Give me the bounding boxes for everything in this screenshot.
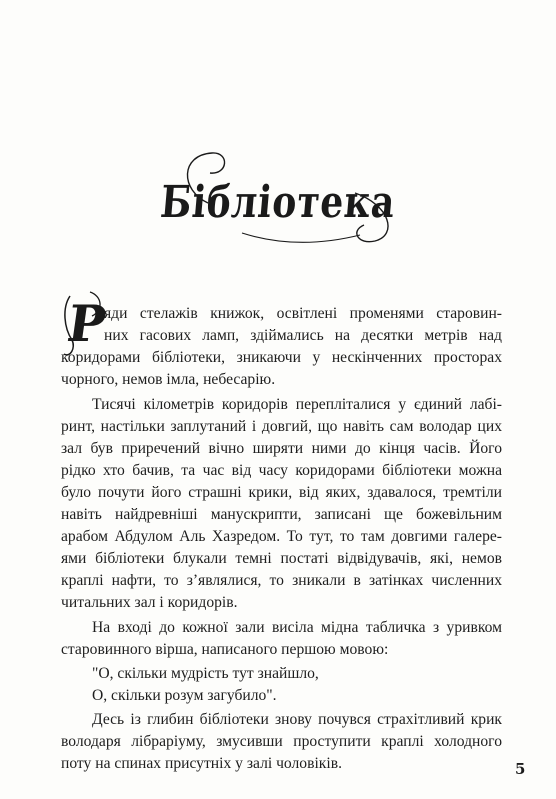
text-line: арабом Абдулом Аль Хазредом. То тут, то там довгими галере- <box>61 528 502 545</box>
text-line: Тисячі кілометрів коридорів перепліталися у єдиний лабі- <box>92 396 502 413</box>
text-line: рідко хто бачив, та час від часу коридорами бібліотеки можна <box>61 462 502 479</box>
text-line: коридорами бібліотеки, зникаючи у нескінченних просторах <box>61 349 502 366</box>
verse-line: "О, скільки мудрість тут знайшло, <box>92 665 319 682</box>
page-number: 5 <box>515 760 526 778</box>
text-line: На вході до кожної зали висіла мідна табличка з уривком <box>92 619 502 636</box>
text-line: володаря лібраріуму, змусивши проступити краплі холодного <box>61 733 502 750</box>
text-line: навіть найдревніші манускрипти, записані ще божевільним <box>61 506 502 523</box>
verse-line: О, скільки розум загубило". <box>92 687 277 704</box>
text-line: них гасових ламп, здіймались на десятки метрів над <box>104 327 502 344</box>
text-line: поту на спинах присутніх у залі чоловіків. <box>61 755 342 772</box>
text-line: старовинного вірша, написаного першою мовою: <box>61 641 389 658</box>
chapter-title <box>0 145 556 255</box>
text-line: ринт, настільки заплутаний і довгий, що навіть сам володар цих <box>61 418 502 435</box>
text-line: Десь із глибин бібліотеки знову почувся страхітливий крик <box>92 711 502 728</box>
text-line: чорного, немов імла, небесарію. <box>61 371 276 388</box>
chapter-title-text: Бібліотека <box>158 177 398 228</box>
text-line: ями бібліотеки блукали темні постаті відвідувачів, які, немов <box>61 550 502 567</box>
text-line: яди стелажів книжок, освітлені променями старовин- <box>104 305 502 322</box>
text-line: було почути його страшні крики, від яких, здавалося, тремтіли <box>61 484 502 501</box>
text-line: зал був приречений вічно ширяти ними до кінця часів. Його <box>61 440 502 457</box>
text-line: краплі нафти, то з’являлися, то зникали в затінках численних <box>61 572 502 589</box>
drop-cap-letter: Р <box>63 294 110 353</box>
text-line: читальних зал і коридорів. <box>61 594 238 611</box>
